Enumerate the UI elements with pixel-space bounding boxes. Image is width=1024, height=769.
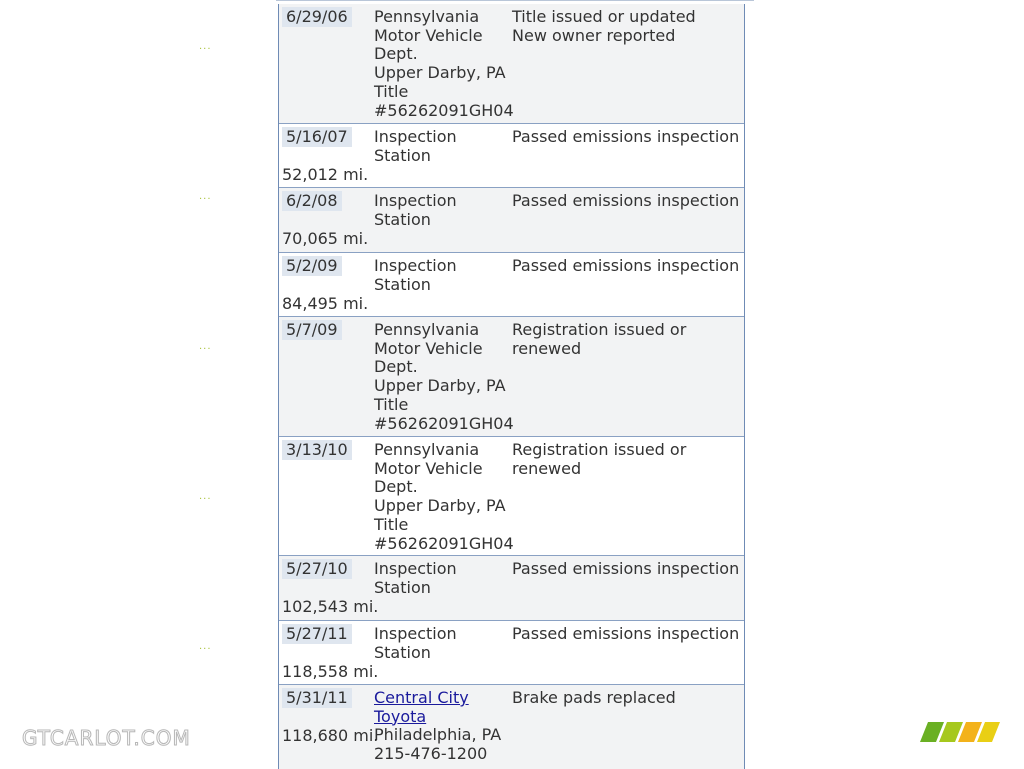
side-marker: ··· — [199, 344, 212, 355]
record-source — [374, 192, 509, 229]
side-marker: ··· — [199, 494, 212, 505]
record-comments — [512, 192, 742, 211]
source-line: Title — [374, 81, 409, 101]
source-line: Dept. — [374, 357, 418, 377]
vehicle-history-table — [278, 4, 745, 769]
gtcarlot-watermark-text: GTCARLOT.COM — [22, 726, 191, 750]
source-line: Pennsylvania — [374, 320, 480, 339]
gtcarlot-stripes-icon — [920, 720, 1000, 744]
record-comments — [512, 8, 742, 45]
record-comments — [512, 560, 742, 579]
source-line: Inspection Station — [374, 256, 457, 294]
record-odometer: 84,495 mi. — [282, 294, 369, 313]
record-date: 5/2/09 — [282, 256, 342, 276]
history-record — [279, 124, 744, 188]
source-line: Upper Darby, PA — [374, 376, 506, 396]
comment-line: Brake pads replaced — [512, 688, 676, 707]
history-record — [279, 685, 744, 769]
source-line: Motor Vehicle — [374, 25, 483, 45]
record-date: 6/2/08 — [282, 191, 342, 211]
history-record — [279, 437, 744, 556]
source-line: Upper Darby, PA — [374, 496, 506, 516]
comment-line: Registration issued or renewed — [512, 320, 687, 358]
side-marker: ··· — [199, 194, 212, 205]
source-line: Motor Vehicle — [374, 458, 483, 478]
record-date: 5/31/11 — [282, 688, 352, 708]
side-marker: ··· — [199, 644, 212, 655]
history-record — [279, 317, 744, 437]
source-line: Inspection Station — [374, 127, 457, 165]
record-comments — [512, 257, 742, 276]
history-record — [279, 621, 744, 685]
record-source — [374, 440, 514, 553]
source-line: Philadelphia, PA — [374, 725, 502, 745]
comment-line: New owner reported — [512, 25, 676, 45]
history-record — [279, 556, 744, 621]
comment-line: Title issued or updated — [512, 7, 696, 26]
record-source — [374, 320, 514, 433]
source-line: #56262091GH04 — [374, 100, 514, 120]
source-line: Dept. — [374, 44, 418, 64]
record-comments — [512, 128, 742, 147]
source-line: Upper Darby, PA — [374, 63, 506, 83]
table-top-edge — [276, 0, 754, 1]
record-comments — [512, 441, 742, 478]
record-date: 6/29/06 — [282, 7, 352, 27]
record-comments — [512, 625, 742, 644]
record-comments — [512, 321, 742, 358]
record-source — [374, 257, 509, 294]
record-date: 5/27/10 — [282, 559, 352, 579]
record-date: 5/16/07 — [282, 127, 352, 147]
comment-line: Registration issued or renewed — [512, 440, 687, 478]
service-facility-link[interactable]: Toyota — [374, 706, 427, 726]
comment-line: Passed emissions inspection — [512, 127, 740, 146]
source-line: Dept. — [374, 477, 418, 497]
record-date: 5/7/09 — [282, 320, 342, 340]
service-facility-link[interactable]: Central City — [374, 688, 469, 707]
record-odometer: 52,012 mi. — [282, 165, 369, 184]
record-source — [374, 560, 509, 597]
record-date: 3/13/10 — [282, 440, 352, 460]
source-line: 215-476-1200 — [374, 744, 488, 764]
comment-line: Passed emissions inspection — [512, 559, 740, 578]
comment-line: Passed emissions inspection — [512, 256, 740, 275]
source-line: Title — [374, 514, 409, 534]
comment-line: Passed emissions inspection — [512, 191, 740, 210]
record-odometer: 70,065 mi. — [282, 229, 369, 248]
record-source — [374, 625, 509, 662]
source-line: Title — [374, 394, 409, 414]
source-line: Inspection Station — [374, 624, 457, 662]
source-line: Pennsylvania — [374, 7, 480, 26]
record-comments — [512, 689, 742, 708]
history-record — [279, 188, 744, 253]
source-line: #56262091GH04 — [374, 533, 514, 553]
record-source — [374, 689, 509, 764]
source-line: Inspection Station — [374, 191, 457, 229]
record-source — [374, 128, 509, 165]
source-line: #56262091GH04 — [374, 413, 514, 433]
history-record — [279, 4, 744, 124]
record-odometer: 102,543 mi. — [282, 597, 379, 616]
record-source — [374, 7, 514, 120]
record-odometer: 118,558 mi. — [282, 662, 379, 681]
comment-line: Passed emissions inspection — [512, 624, 740, 643]
source-line: Inspection Station — [374, 559, 457, 597]
record-date: 5/27/11 — [282, 624, 352, 644]
source-line: Pennsylvania — [374, 440, 480, 459]
record-odometer: 118,680 mi. — [282, 726, 379, 745]
source-line: Motor Vehicle — [374, 338, 483, 358]
side-marker: ··· — [199, 44, 212, 55]
history-record — [279, 253, 744, 317]
